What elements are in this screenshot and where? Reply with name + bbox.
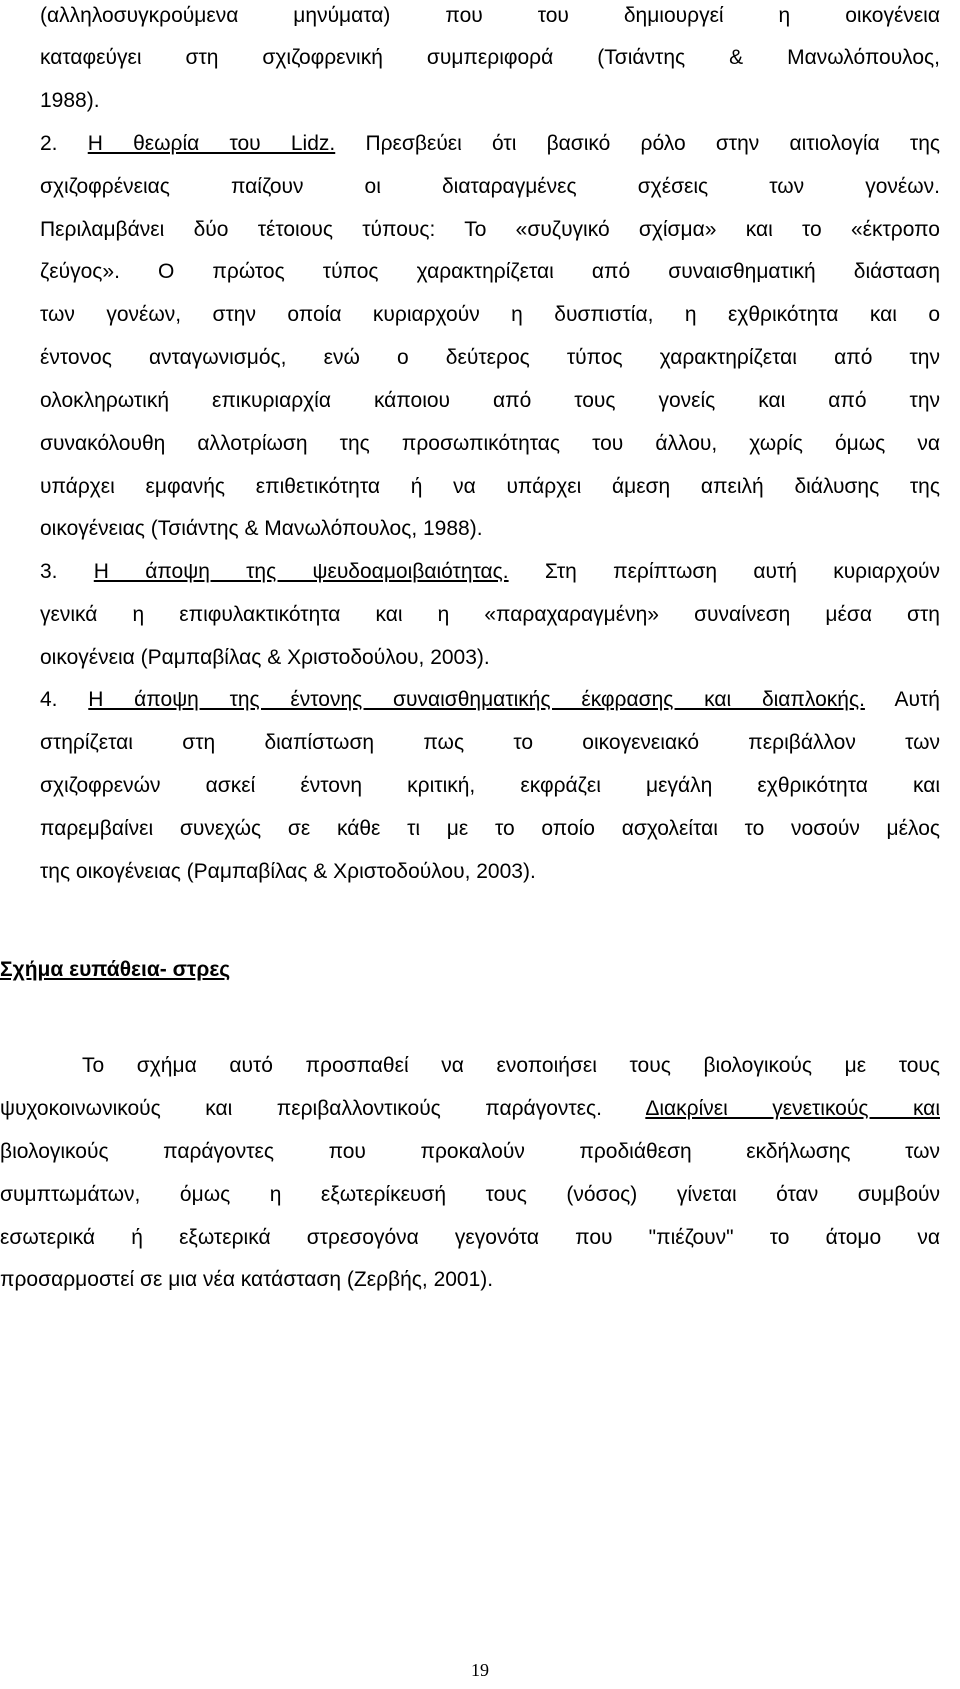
list-item-text: Αυτή	[864, 688, 940, 711]
paragraph-line: οικογένεια (Ραμπαβίλας & Χριστοδούλου, 2003).	[40, 646, 490, 669]
list-item-heading: Η θεωρία του Lidz.	[87, 132, 336, 155]
paragraph-line: συνακόλουθη αλλοτρίωση της προσωπικότητας του άλλου, χωρίς όμως να	[40, 432, 940, 455]
page-number: 19	[471, 1660, 489, 1680]
paragraph-line: γενικά η επιφυλακτικότητα και η «παραχαραγμένη» συναίνεση μέσα στη	[40, 603, 940, 626]
section-heading: Σχήμα ευπάθεια- στρες	[0, 958, 231, 981]
list-number: 4.	[40, 688, 58, 711]
list-item-2-first-line	[40, 130, 940, 158]
paragraph-line: Περιλαμβάνει δύο τέτοιους τύπους: Το «συζυγικό σχίσμα» και το «έκτροπο	[40, 218, 940, 241]
list-item-text: Στη περίπτωση αυτή κυριαρχούν	[508, 560, 940, 583]
paragraph-line: έντονος ανταγωνισμός, ενώ ο δεύτερος τύπος χαρακτηρίζεται από την	[40, 346, 940, 369]
list-item-heading: Η άποψη της ψευδοαμοιβαιότητας.	[93, 560, 509, 583]
paragraph-line: Το σχήμα αυτό προσπαθεί να ενοποιήσει τους βιολογικούς με τους	[82, 1054, 940, 1077]
paragraph-text: Διακρίνει γενετικούς και	[645, 1097, 940, 1120]
paragraph-line: της οικογένειας (Ραμπαβίλας & Χριστοδούλου, 2003).	[40, 860, 536, 883]
list-item-3-first-line	[40, 558, 940, 586]
paragraph-line	[0, 1095, 940, 1123]
paragraph-line: καταφεύγει στη σχιζοφρενική συμπεριφορά (Τσιάντης & Μανωλόπουλος,	[40, 46, 940, 69]
paragraph-line: σχιζοφρενών ασκεί έντονη κριτική, εκφράζει μεγάλη εχθρικότητα και	[40, 774, 940, 797]
paragraph-line: ζεύγος». Ο πρώτος τύπος χαρακτηρίζεται από συναισθηματική διάσταση	[40, 260, 940, 283]
paragraph-line: υπάρχει εμφανής επιθετικότητα ή να υπάρχει άμεση απειλή διάλυσης της	[40, 475, 940, 498]
list-number: 3.	[40, 560, 58, 583]
paragraph-line: (αλληλοσυγκρούμενα μηνύματα) που του δημιουργεί η οικογένεια	[40, 4, 940, 27]
paragraph-line: συμπτωμάτων, όμως η εξωτερίκευσή τους (νόσος) γίνεται όταν συμβούν	[0, 1183, 940, 1206]
paragraph-line: οικογένειας (Τσιάντης & Μανωλόπουλος, 1988).	[40, 517, 483, 540]
paragraph-line: βιολογικούς παράγοντες που προκαλούν προδιάθεση εκδήλωσης των	[0, 1140, 940, 1163]
list-number: 2.	[40, 132, 58, 155]
paragraph-line: εσωτερικά ή εξωτερικά στρεσογόνα γεγονότα που "πιέζουν" το άτομο να	[0, 1226, 940, 1249]
paragraph-line: 1988).	[40, 89, 100, 112]
paragraph-line: στηρίζεται στη διαπίστωση πως το οικογενειακό περιβάλλον των	[40, 731, 940, 754]
paragraph-text: ψυχοκοινωνικούς και περιβαλλοντικούς παράγοντες.	[0, 1097, 602, 1120]
paragraph-line: ολοκληρωτική επικυριαρχία κάποιου από τους γονείς και από την	[40, 389, 940, 412]
list-item-heading: Η άποψη της έντονης συναισθηματικής έκφρασης και διαπλοκής.	[88, 688, 865, 711]
paragraph-line: προσαρμοστεί σε μια νέα κατάσταση (Ζερβής, 2001).	[0, 1268, 494, 1291]
paragraph-line: παρεμβαίνει συνεχώς σε κάθε τι με το οποίο ασχολείται το νοσούν μέλος	[40, 817, 940, 840]
paragraph-line: των γονέων, στην οποία κυριαρχούν η δυσπιστία, η εχθρικότητα και ο	[40, 303, 940, 326]
paragraph-line: σχιζοφρένειας παίζουν οι διαταραγμένες σχέσεις των γονέων.	[40, 175, 940, 198]
list-item-text: Πρεσβεύει ότι βασικό ρόλο στην αιτιολογία της	[335, 132, 941, 155]
list-item-4-first-line	[40, 686, 940, 714]
